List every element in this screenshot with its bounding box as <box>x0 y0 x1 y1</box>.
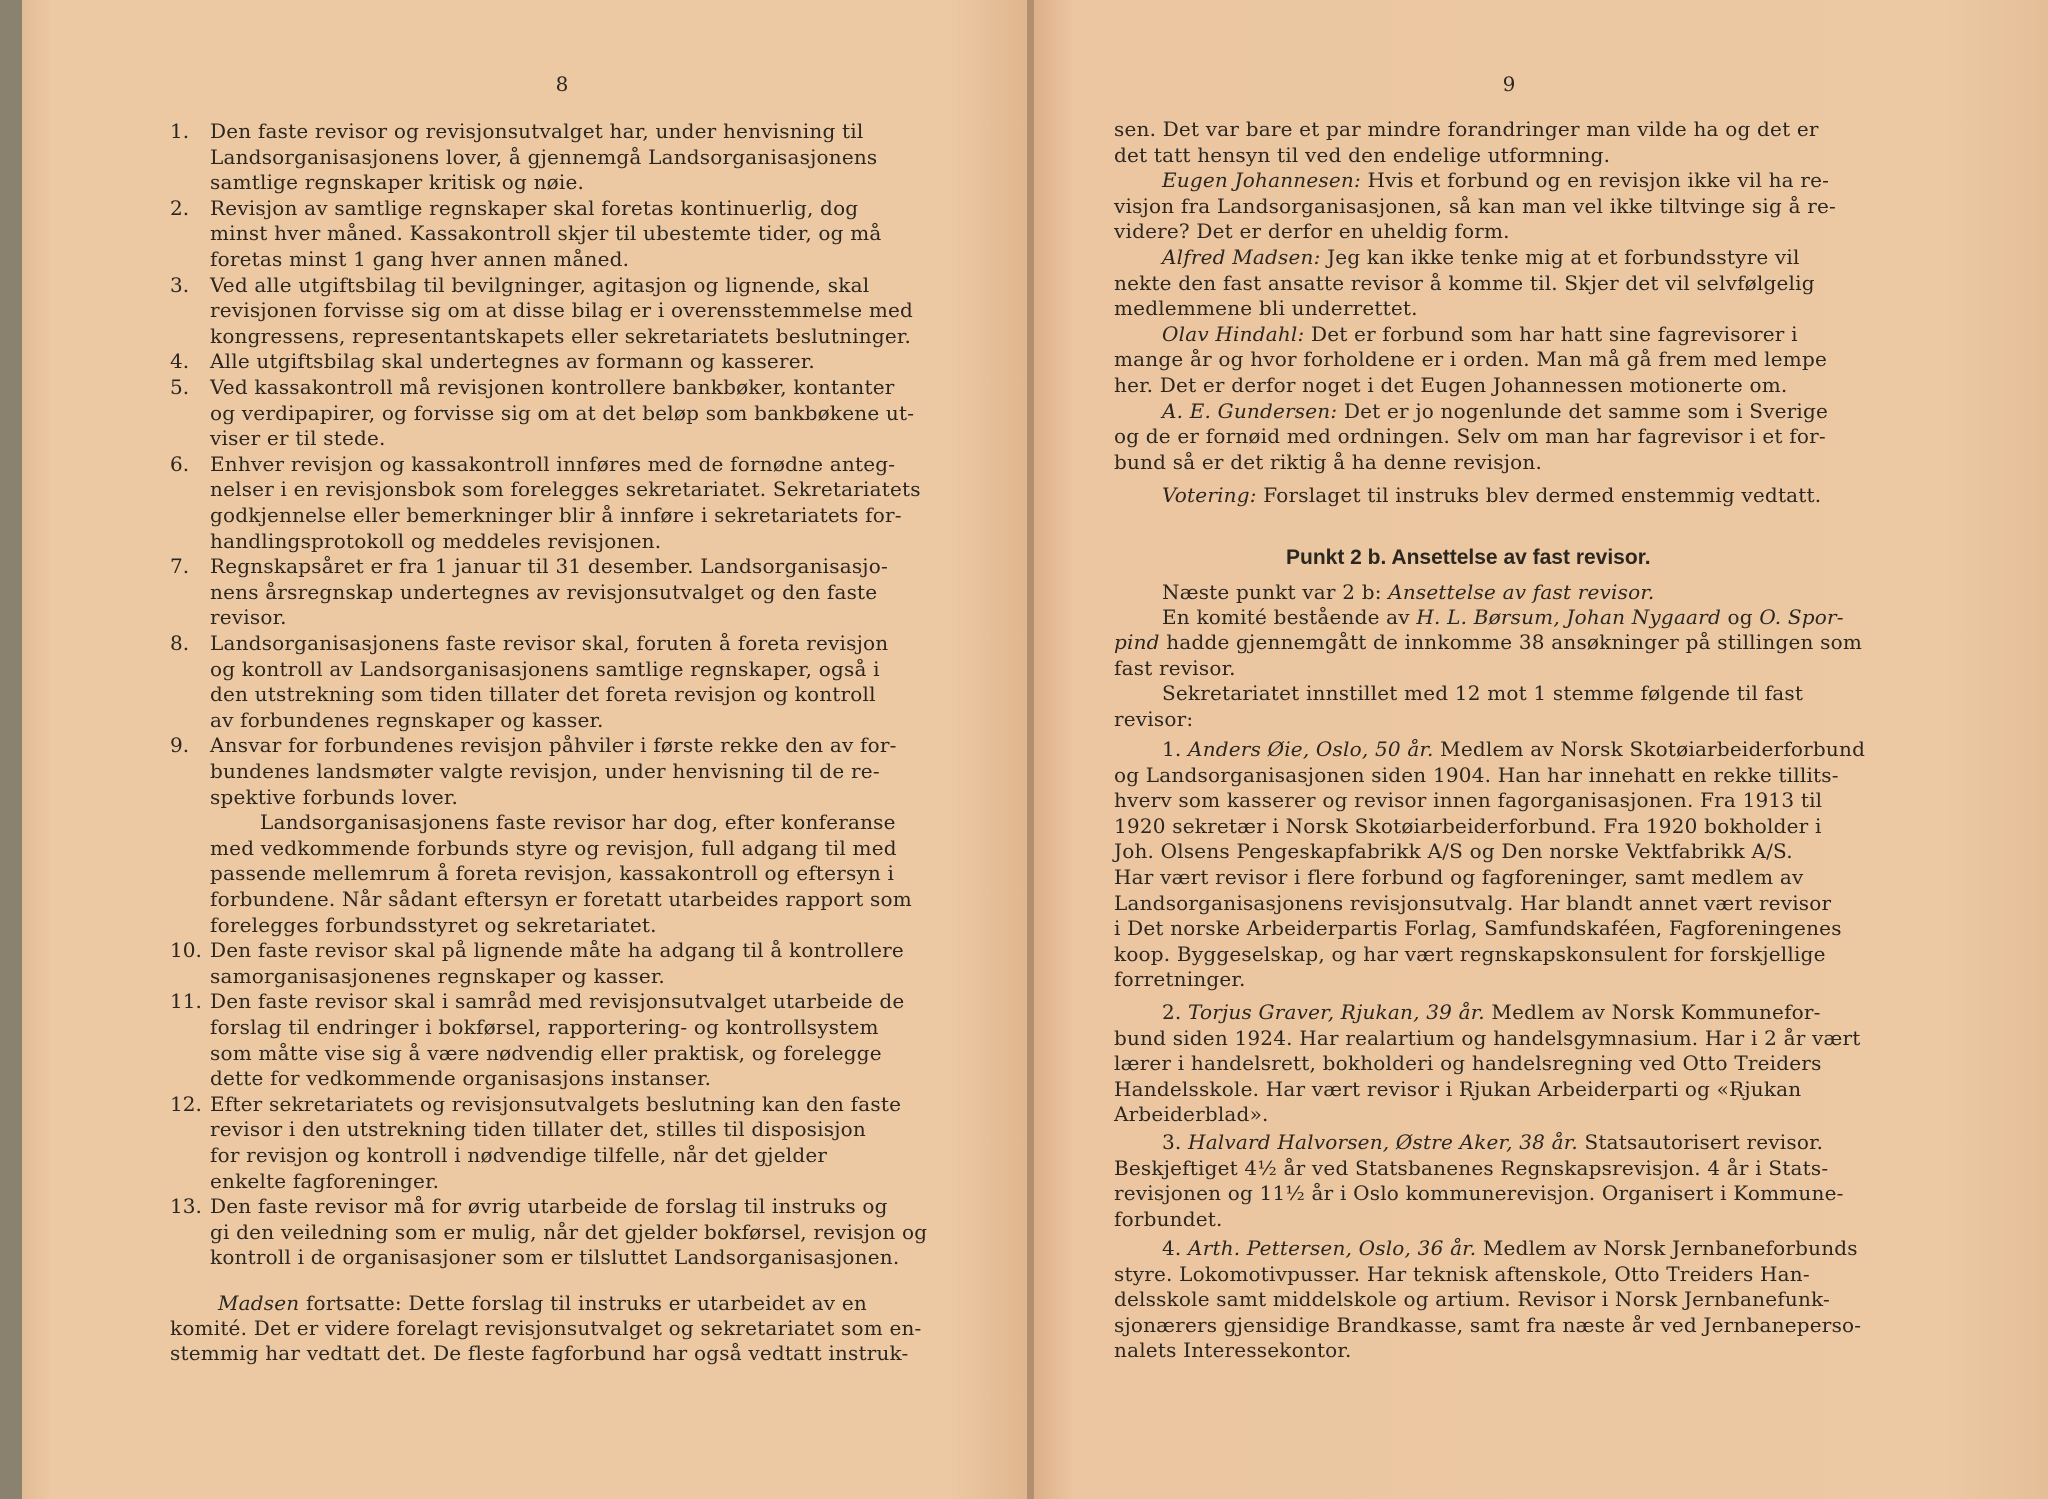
candidate-line: lærer i handelsrett, bokholderi og handelsregning ved Otto Treiders <box>1114 1051 1822 1076</box>
candidate-number: 3. <box>1162 1130 1182 1154</box>
item-line: Den faste revisor må for øvrig utarbeide de forslag til instruks og <box>210 1194 888 1219</box>
speaker-name: Madsen <box>218 1291 300 1315</box>
item-line: Ansvar for forbundenes revisjon påhviler i første rekke den av for- <box>210 733 897 758</box>
item-line: gi den veiledning som er mulig, når det gjelder bokførsel, revisjon og <box>210 1219 928 1244</box>
candidate-line: Landsorganisasjonens revisjonsutvalg. Har blandt annet vært revisor <box>1114 890 1832 915</box>
discussion-line <box>1162 168 1829 194</box>
item-line: spektive forbunds lover. <box>210 784 459 809</box>
item-line: bundenes landsmøter valgte revisjon, under henvisning til de re- <box>210 759 880 783</box>
candidate-line: nalets Interessekontor. <box>1114 1338 1352 1363</box>
item-line: godkjennelse eller bemerkninger blir å innføre i sekretariatets for- <box>210 503 902 527</box>
closing-line: komité. Det er videre forelagt revisjonsutvalget og sekretariatet som en- <box>170 1316 922 1340</box>
candidate-line: forretninger. <box>1114 967 1246 992</box>
item-number: 6. <box>170 451 190 476</box>
candidate-line: i Det norske Arbeiderpartis Forlag, Samfundskaféen, Fagforeningenes <box>1114 916 1842 941</box>
item-number: 7. <box>170 554 190 579</box>
page-number-left: 8 <box>555 72 569 96</box>
item-line: Efter sekretariatets og revisjonsutvalgets beslutning kan den faste <box>210 1091 902 1116</box>
item-line: dette for vedkommende organisasjons instanser. <box>210 1066 712 1091</box>
candidate-name: Halvard Halvorsen, Østre Aker, 38 år. <box>1188 1130 1578 1154</box>
item-number: 10. <box>170 938 202 963</box>
candidate-line: Beskjeftiget 4½ år ved Statsbanenes Regnskapsrevisjon. 4 år i Stats- <box>1114 1155 1829 1180</box>
item-line: passende mellemrum å foreta revisjon, kassakontroll og eftersyn i <box>210 861 895 886</box>
discussion-text: det tatt hensyn til ved den endelige utformning. <box>1114 142 1611 167</box>
closing-line: Madsen fortsatte: Dette forslag til instruks er utarbeidet av en <box>218 1291 867 1315</box>
item-line: Landsorganisasjonens lover, å gjennemgå Landsorganisasjonens <box>210 144 878 169</box>
discussion-line <box>1162 245 1800 271</box>
item-number: 5. <box>170 375 190 399</box>
item-line: Regnskapsåret er fra 1 januar til 31 desember. Landsorganisasjo- <box>210 554 888 579</box>
item-line: revisor. <box>210 605 287 630</box>
item-line: Landsorganisasjonens faste revisor skal, foruten å foreta revisjon <box>210 631 889 655</box>
speaker-name: Eugen Johannesen: <box>1162 168 1361 193</box>
candidate-line: forbundet. <box>1114 1206 1223 1231</box>
item-line: som måtte vise sig å være nødvendig eller praktisk, og forelegge <box>210 1040 882 1065</box>
section-heading: Punkt 2 b. Ansettelse av fast revisor. <box>1286 546 1651 569</box>
discussion-text: nekte den fast ansatte revisor å komme til. Skjer det vil selvfølgelig <box>1114 270 1815 295</box>
intro-line: Sekretariatet innstillet med 12 mot 1 stemme følgende til fast <box>1162 681 1804 705</box>
discussion-line <box>1114 117 1819 143</box>
candidate-number: 1. <box>1162 737 1182 761</box>
item-line: og kontroll av Landsorganisasjonens samtlige regnskaper, også i <box>210 656 880 681</box>
candidate-line: 1920 sekretær i Norsk Skotøiarbeiderforbund. Fra 1920 bokholder i <box>1114 813 1822 838</box>
intro-line: pind hadde gjennemgått de innkomme 38 ansøkninger på stillingen som <box>1114 630 1862 654</box>
item-number: 12. <box>170 1091 202 1116</box>
candidate-text: Medlem av Norsk Jernbaneforbunds <box>1476 1236 1858 1260</box>
intro-line: fast revisor. <box>1114 656 1236 680</box>
item-line: Den faste revisor skal i samråd med revisjonsutvalget utarbeide de <box>210 989 905 1014</box>
candidate-line: styre. Lokomotivpusser. Har teknisk aftenskole, Otto Treiders Han- <box>1114 1261 1810 1286</box>
item-line: Ved kassakontroll må revisjonen kontrollere bankbøker, kontanter <box>210 375 895 399</box>
item-line: nelser i en revisjonsbok som forelegges sekretariatet. Sekretariatets <box>210 477 921 502</box>
candidate-line <box>1162 1000 1821 1026</box>
discussion-line <box>1114 450 1542 476</box>
discussion-text: Hvis et forbund og en revisjon ikke vil ha re- <box>1360 168 1830 193</box>
candidate-name: Arth. Pettersen, Oslo, 36 år. <box>1188 1236 1477 1260</box>
item-line: samorganisasjonenes regnskaper og kasser. <box>210 963 665 988</box>
candidate-line: revisjonen og 11½ år i Oslo kommunerevisjon. Organisert i Kommune- <box>1114 1181 1844 1206</box>
item-line: Revisjon av samtlige regnskaper skal foretas kontinuerlig, dog <box>210 195 859 220</box>
item-line: den utstrekning som tiden tillater det foreta revisjon og kontroll <box>210 682 876 707</box>
item-line: Alle utgiftsbilag skal undertegnes av formann og kasserer. <box>210 349 815 374</box>
item-line: forelegges forbundsstyret og sekretariatet. <box>210 912 657 937</box>
candidate-line <box>1162 1236 1858 1262</box>
discussion-text: Det er forbund som har hatt sine fagrevisorer i <box>1304 321 1798 346</box>
discussion-line <box>1114 296 1418 322</box>
item-line: Ved alle utgiftsbilag til bevilgninger, agitasjon og lignende, skal <box>210 272 870 297</box>
item-line: nens årsregnskap undertegnes av revisjonsutvalget og den faste <box>210 579 878 604</box>
right-page <box>1034 0 2048 1499</box>
item-line: for revisjon og kontroll i nødvendige tilfelle, når det gjelder <box>210 1143 828 1167</box>
item-line: med vedkommende forbunds styre og revisjon, full adgang til med <box>210 835 897 860</box>
candidate-line: Har vært revisor i flere forbund og fagforeninger, samt medlem av <box>1114 865 1804 889</box>
discussion-line <box>1114 194 1836 220</box>
candidate-number: 4. <box>1162 1236 1182 1260</box>
candidate-name: Torjus Graver, Rjukan, 39 år. <box>1188 1000 1485 1024</box>
item-line: Enhver revisjon og kassakontroll innføres med de fornødne anteg- <box>210 451 896 476</box>
item-line: foretas minst 1 gang hver annen måned. <box>210 247 630 271</box>
candidate-line: koop. Byggeselskap, og har vært regnskapskonsulent for forskjellige <box>1114 941 1826 966</box>
item-line: forbundene. Når sådant eftersyn er foretatt utarbeides rapport som <box>210 887 912 911</box>
item-number: 13. <box>170 1194 202 1219</box>
discussion-line <box>1114 143 1610 169</box>
candidate-line <box>1162 737 1865 763</box>
candidate-text: Statsautorisert revisor. <box>1577 1130 1824 1154</box>
discussion-text: Det er jo nogenlunde det samme som i Sverige <box>1337 398 1829 423</box>
item-number: 1. <box>170 119 190 143</box>
votering-line: Votering: Forslaget til instruks blev dermed enstemmig vedtatt. <box>1162 483 1822 507</box>
item-number: 11. <box>170 989 202 1014</box>
speaker-name: Alfred Madsen: <box>1162 245 1321 269</box>
item-number: 3. <box>170 272 190 297</box>
item-line: samtlige regnskaper kritisk og nøie. <box>210 170 585 195</box>
page-number-right: 9 <box>1502 72 1516 96</box>
item-number: 2. <box>170 195 190 220</box>
item-line: minst hver måned. Kassakontroll skjer til ubestemte tider, og må <box>210 221 882 246</box>
item-line: revisjonen forvisse sig om at disse bilag er i overensstemmelse med <box>210 298 914 323</box>
item-number: 4. <box>170 349 190 374</box>
discussion-line <box>1114 271 1815 297</box>
candidate-line: delsskole samt middelskole og artium. Revisor i Norsk Jernbanefunk- <box>1114 1287 1830 1312</box>
candidate-line: sjonærers gjensidige Brandkasse, samt fra næste år ved Jernbaneperso- <box>1114 1312 1862 1337</box>
discussion-line <box>1162 399 1828 425</box>
discussion-text: her. Det er derfor noget i det Eugen Johannessen motionerte om. <box>1114 373 1788 397</box>
candidate-name: Anders Øie, Oslo, 50 år. <box>1188 737 1434 761</box>
discussion-text: videre? Det er derfor en uheldig form. <box>1114 219 1510 244</box>
closing-line: stemmig har vedtatt det. De fleste fagforbund har også vedtatt instruk- <box>170 1341 909 1365</box>
book-edge <box>0 0 22 1499</box>
discussion-line <box>1114 219 1510 245</box>
discussion-text: bund så er det riktig å ha denne revisjon. <box>1114 449 1542 474</box>
item-number: 9. <box>170 733 190 758</box>
item-line: enkelte fagforeninger. <box>210 1168 440 1193</box>
item-line: av forbundenes regnskaper og kasser. <box>210 707 604 732</box>
candidate-text: Medlem av Norsk Skotøiarbeiderforbund <box>1433 737 1866 761</box>
item-line: Den faste revisor skal på lignende måte ha adgang til å kontrollere <box>210 938 904 963</box>
item-line: handlingsprotokoll og meddeles revisjonen. <box>210 528 662 553</box>
candidate-line <box>1162 1130 1823 1156</box>
intro-line: revisor: <box>1114 707 1194 731</box>
candidate-line: Joh. Olsens Pengeskapfabrikk A/S og Den norske Vektfabrikk A/S. <box>1114 839 1793 864</box>
speaker-name: A. E. Gundersen: <box>1162 398 1338 423</box>
discussion-text: sen. Det var bare et par mindre forandringer man vilde ha og det er <box>1114 117 1819 141</box>
item-line: Landsorganisasjonens faste revisor har dog, efter konferanse <box>260 810 896 835</box>
item-line: kongressens, representantskapets eller sekretariatets beslutninger. <box>210 323 912 348</box>
candidate-line: hverv som kasserer og revisor innen fagorganisasjonen. Fra 1913 til <box>1114 788 1823 813</box>
candidate-text: Medlem av Norsk Kommunefor- <box>1484 1000 1821 1024</box>
discussion-line <box>1114 424 1826 450</box>
item-number: 8. <box>170 631 190 655</box>
discussion-text: visjon fra Landsorganisasjonen, så kan man vel ikke tiltvinge sig å re- <box>1114 193 1837 218</box>
intro-line: En komité bestående av H. L. Børsum, Johan Nygaard og O. Spor- <box>1162 605 1844 629</box>
speaker-name: Olav Hindahl: <box>1162 321 1305 346</box>
discussion-text: og de er fornøid med ordningen. Selv om man har fagrevisor i et for- <box>1114 424 1826 449</box>
candidate-line: bund siden 1924. Har realartium og handelsgymnasium. Har i 2 år vært <box>1114 1025 1861 1050</box>
candidate-line: Handelsskole. Har vært revisor i Rjukan Arbeiderparti og «Rjukan <box>1114 1076 1802 1101</box>
item-line: kontroll i de organisasjoner som er tilsluttet Landsorganisasjonen. <box>210 1245 900 1270</box>
discussion-line <box>1162 322 1798 348</box>
item-line: viser er til stede. <box>210 426 386 451</box>
item-line: forslag til endringer i bokførsel, rapportering- og kontrollsystem <box>210 1015 879 1039</box>
item-line: og verdipapirer, og forvisse sig om at det beløp som bankbøkene ut- <box>210 400 915 425</box>
item-line: revisor i den utstrekning tiden tillater det, stilles til disposisjon <box>210 1117 866 1142</box>
discussion-line <box>1114 373 1788 399</box>
discussion-text: Jeg kan ikke tenke mig at et forbundsstyre vil <box>1320 245 1800 269</box>
discussion-text: medlemmene bli underrettet. <box>1114 296 1418 321</box>
discussion-text: mange år og hvor forholdene er i orden. Man må gå frem med lempe <box>1114 347 1828 372</box>
discussion-line <box>1114 347 1827 373</box>
candidate-line: Arbeiderblad». <box>1114 1102 1269 1127</box>
candidate-line: og Landsorganisasjonen siden 1904. Han har innehatt en rekke tillits- <box>1114 762 1839 787</box>
candidate-number: 2. <box>1162 1000 1182 1024</box>
intro-line: Næste punkt var 2 b: Ansettelse av fast revisor. <box>1162 580 1655 604</box>
left-page <box>22 0 1030 1499</box>
item-line: Den faste revisor og revisjonsutvalget har, under henvisning til <box>210 119 864 143</box>
